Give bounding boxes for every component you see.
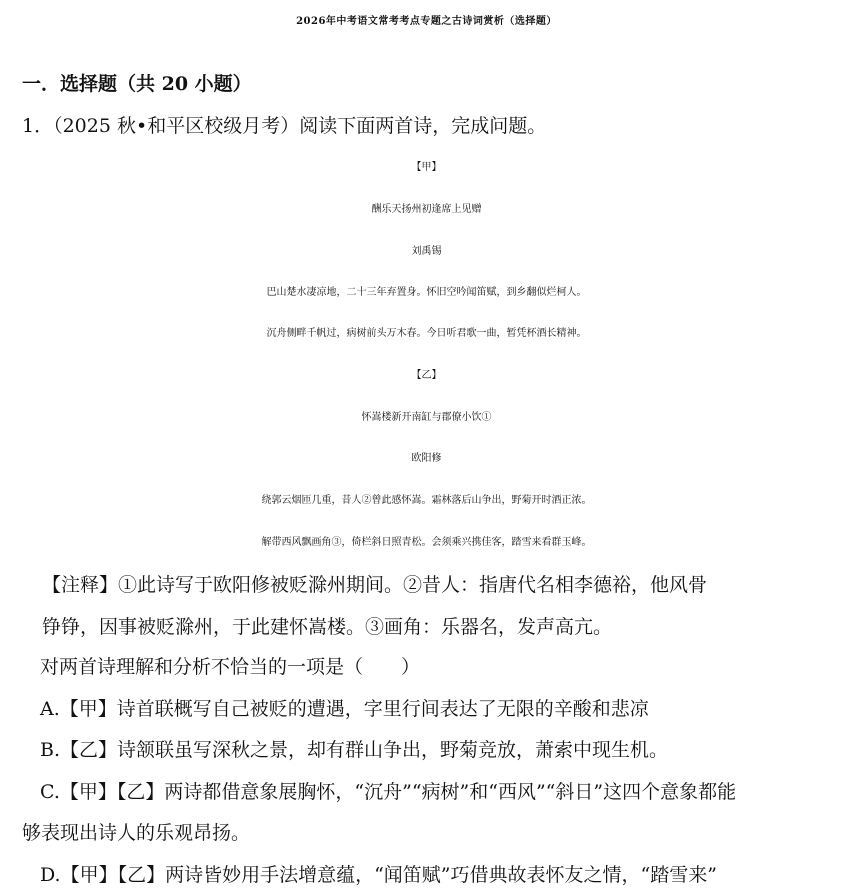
poem-a-title: 酬乐天扬州初逢席上见赠: [371, 204, 482, 215]
notes-line-2: 铮铮，因事被贬滁州，于此建怀嵩楼。③画角：乐器名，发声高亢。: [42, 616, 613, 638]
poem-a-line-2: 沉舟侧畔千帆过，病树前头万木春。今日听君歌一曲，暂凭杯酒长精神。: [266, 328, 587, 339]
poem-a-author: 刘禹锡: [411, 246, 442, 257]
poem-b-line-1: 绕郭云烟匝几重，昔人②曾此感怀嵩。霜林落后山争出，野菊开时酒正浓。: [261, 495, 592, 506]
question-stem: 对两首诗理解和分析不恰当的一项是（ ）: [40, 656, 421, 678]
poem-b-author: 欧阳修: [411, 453, 442, 464]
poem-a-line-1: 巴山楚水凄凉地，二十三年弃置身。怀旧空吟闻笛赋，到乡翻似烂柯人。: [266, 287, 587, 298]
option-c-line-1: C.【甲】【乙】两诗都借意象展胸怀，“沉舟”“病树”和“西风”“斜日”这四个意象都能: [40, 781, 737, 803]
option-c-line-2: 够表现出诗人的乐观昂扬。: [22, 822, 251, 844]
question-intro: 1．（2025 秋•和平区校级月考）阅读下面两首诗，完成问题。: [22, 115, 547, 137]
option-d-line-1: D.【甲】【乙】两诗皆妙用手法增意蕴，“闻笛赋”巧借典故表怀友之情，“踏雪来”: [40, 864, 717, 886]
section-heading: 一．选择题（共 20 小题）: [22, 73, 252, 95]
option-b: B.【乙】诗颔联虽写深秋之景，却有群山争出，野菊竞放，萧索中现生机。: [40, 739, 669, 761]
option-a: A.【甲】诗首联概写自己被贬的遭遇，字里行间表达了无限的辛酸和悲凉: [40, 698, 649, 720]
page-title: 2026年中考语文常考考点专题之古诗词赏析（选择题）: [296, 16, 557, 27]
poem-b-line-2: 解带西风飘画角③，倚栏斜日照青松。会须乘兴携佳客，踏雪来看群玉峰。: [261, 537, 592, 548]
notes-line-1: 【注释】①此诗写于欧阳修被贬滁州期间。②昔人：指唐代名相李德裕，他风骨: [42, 574, 708, 596]
poem-b-marker: 【乙】: [411, 370, 442, 381]
poem-a-marker: 【甲】: [411, 162, 442, 173]
poem-b-title: 怀嵩楼新开南缸与郡僚小饮①: [361, 412, 492, 423]
